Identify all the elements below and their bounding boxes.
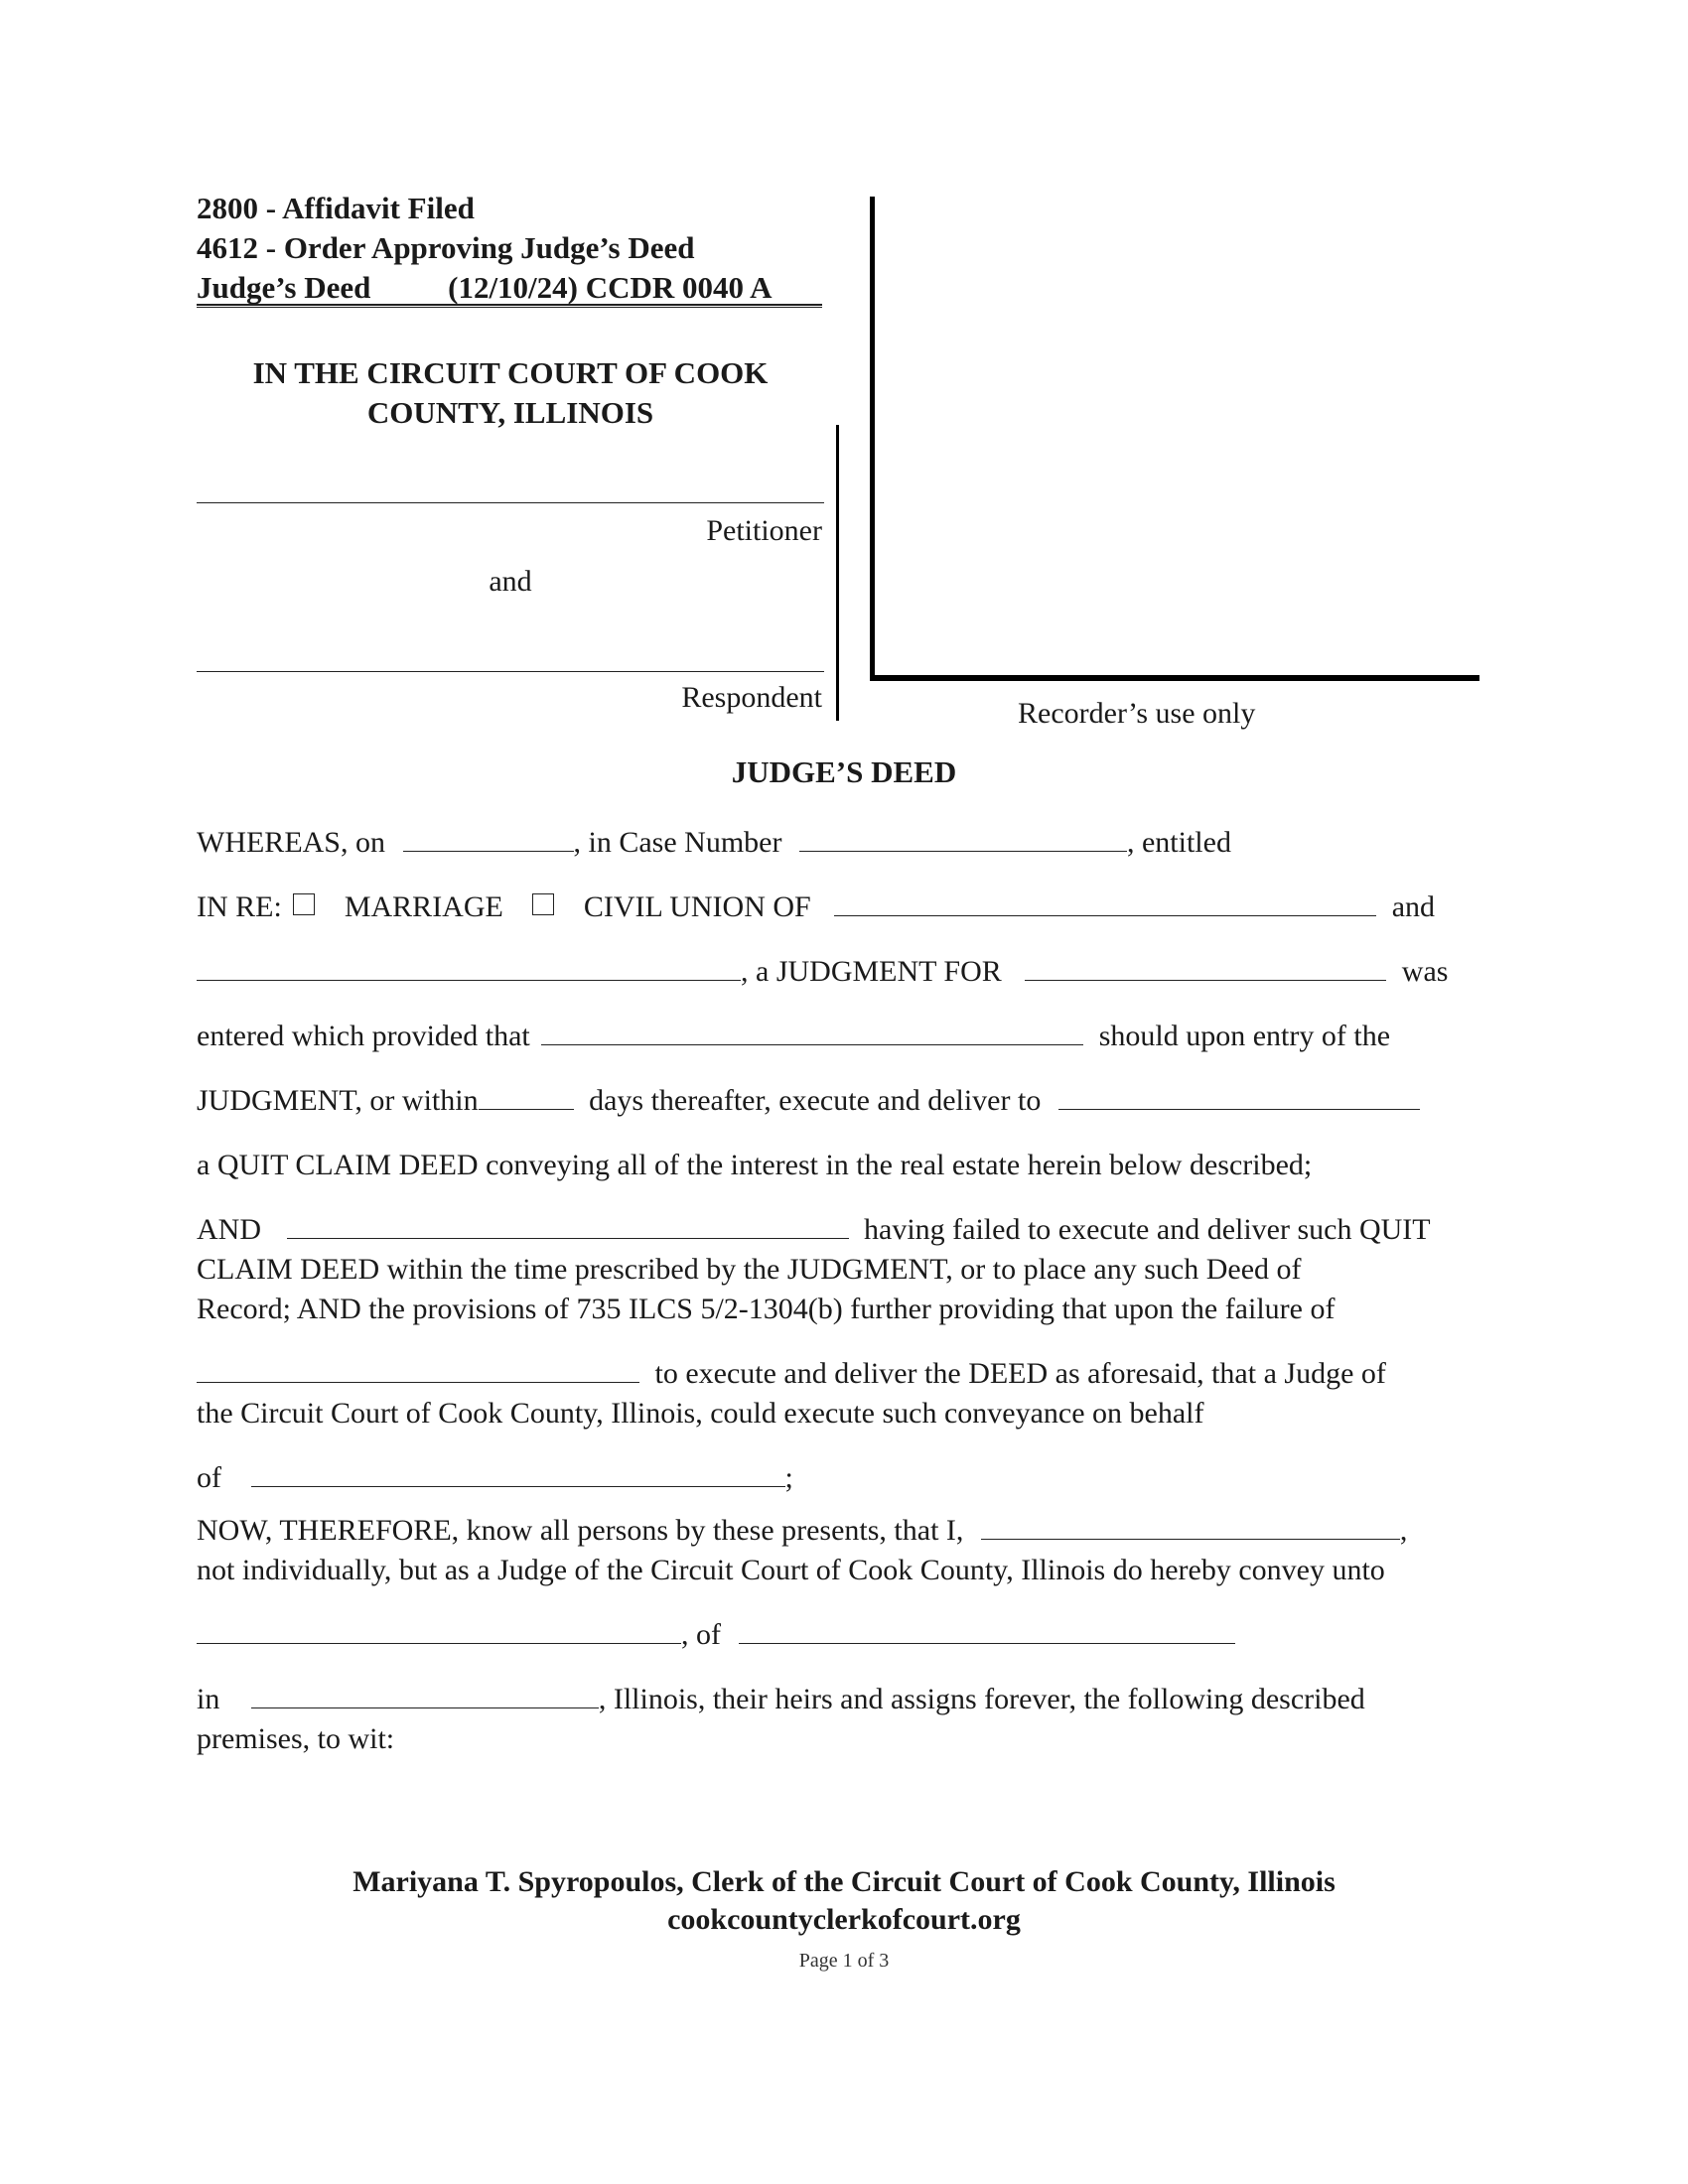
case-number-text: , in Case Number [573, 826, 782, 859]
entered-text: entered which provided that [197, 1020, 530, 1052]
premises-text: premises, to wit: [197, 1722, 395, 1755]
judgment-date-field[interactable] [403, 823, 574, 852]
and-label: and [489, 565, 532, 598]
petitioner-label: Petitioner [706, 514, 822, 547]
row-and-failed [197, 1210, 1431, 1250]
header-double-rule [197, 307, 822, 308]
respondent-label: Respondent [681, 681, 822, 714]
court-title [197, 353, 824, 433]
marriage-checkbox[interactable] [293, 893, 315, 915]
entitled-text: , entitled [1126, 826, 1231, 859]
comma-text: , [1399, 1514, 1408, 1547]
recorder-label: Recorder’s use only [1018, 697, 1256, 730]
recorder-box-bottom-border [870, 675, 1479, 681]
behalf-of-field[interactable] [251, 1458, 785, 1487]
to-execute-text: to execute and deliver the DEED as aforesaid, that a Judge of [654, 1357, 1386, 1390]
court-title-line1: IN THE CIRCUIT COURT OF COOK [252, 355, 769, 390]
form-code-order: 4612 - Order Approving Judge’s Deed [197, 230, 695, 265]
judge-name-field[interactable] [981, 1511, 1400, 1540]
caption-divider [836, 425, 839, 721]
of-text-2: , of [681, 1618, 721, 1651]
row-of-behalf [197, 1458, 793, 1498]
failing-party-field[interactable] [287, 1210, 849, 1239]
document-title: JUDGE’S DEED [731, 754, 957, 789]
row-whereas [197, 823, 1231, 863]
in-re-text: IN RE: [197, 890, 282, 923]
semicolon-text: ; [784, 1461, 793, 1494]
was-text: was [1401, 955, 1449, 988]
days-thereafter-text: days thereafter, execute and deliver to [589, 1084, 1042, 1117]
record-provisions-text: Record; AND the provisions of 735 ILCS 5/2-1304(b) further providing that upon the failure of [197, 1293, 1336, 1325]
form-id-line [197, 268, 822, 306]
failed-text: having failed to execute and deliver such QUIT [864, 1213, 1431, 1246]
convey-unto-text: not individually, but as a Judge of the Circuit Court of Cook County, Illinois do hereby convey unto [197, 1554, 1385, 1586]
row-now-therefore [197, 1511, 1407, 1551]
now-therefore-text: NOW, THEREFORE, know all persons by these presents, that I, [197, 1514, 964, 1547]
party-two-field[interactable] [197, 952, 741, 981]
grantee-address-field[interactable] [739, 1615, 1235, 1644]
illinois-heirs-text: , Illinois, their heirs and assigns forever, the following described [598, 1683, 1365, 1715]
grantee-field[interactable] [197, 1615, 681, 1644]
form-revision: (12/10/24) CCDR 0040 A [448, 270, 773, 305]
civil-union-checkbox[interactable] [532, 893, 554, 915]
civil-union-text: CIVIL UNION OF [583, 890, 811, 923]
days-field[interactable] [479, 1081, 574, 1110]
failure-party-field[interactable] [197, 1354, 639, 1383]
of-text: of [197, 1461, 221, 1494]
should-upon-text: should upon entry of the [1098, 1020, 1391, 1052]
judgment-for-field[interactable] [1025, 952, 1386, 981]
row-in-re [197, 887, 1435, 927]
judgment-for-text: , a JUDGMENT FOR [741, 955, 1002, 988]
row-judgment-for [197, 952, 1448, 992]
party-one-field[interactable] [834, 887, 1376, 916]
deliver-to-field[interactable] [1058, 1081, 1420, 1110]
quit-claim-text: a QUIT CLAIM DEED conveying all of the interest in the real estate herein below described; [197, 1149, 1313, 1181]
circuit-court-text: the Circuit Court of Cook County, Illinois, could execute such conveyance on behalf [197, 1397, 1204, 1430]
and-text-2: AND [197, 1213, 261, 1246]
row-illinois [197, 1680, 1365, 1719]
and-text: and [1391, 890, 1436, 923]
page-number: Page 1 of 3 [798, 1950, 890, 1972]
case-number-field[interactable] [799, 823, 1127, 852]
respondent-field[interactable] [197, 671, 824, 672]
petitioner-field[interactable] [197, 502, 824, 503]
city-field[interactable] [251, 1680, 599, 1708]
row-to-execute [197, 1354, 1386, 1394]
clerk-website[interactable]: cookcountyclerkofcourt.org [667, 1903, 1021, 1936]
form-code-affidavit: 2800 - Affidavit Filed [197, 191, 475, 225]
row-within-days [197, 1081, 1420, 1121]
whereas-text: WHEREAS, on [197, 826, 385, 859]
form-name: Judge’s Deed [197, 270, 371, 305]
row-entered [197, 1017, 1390, 1056]
marriage-text: MARRIAGE [344, 890, 503, 923]
court-title-line2: COUNTY, ILLINOIS [366, 395, 654, 430]
row-grantee [197, 1615, 1235, 1655]
clerk-name: Mariyana T. Spyropoulos, Clerk of the Circuit Court of Cook County, Illinois [352, 1865, 1336, 1898]
recorder-box-left-border [870, 197, 875, 679]
in-text: in [197, 1683, 220, 1715]
within-text: JUDGMENT, or within [197, 1084, 479, 1117]
grantor-field[interactable] [541, 1017, 1083, 1045]
claim-deed-text: CLAIM DEED within the time prescribed by the JUDGMENT, or to place any such Deed of [197, 1253, 1302, 1286]
